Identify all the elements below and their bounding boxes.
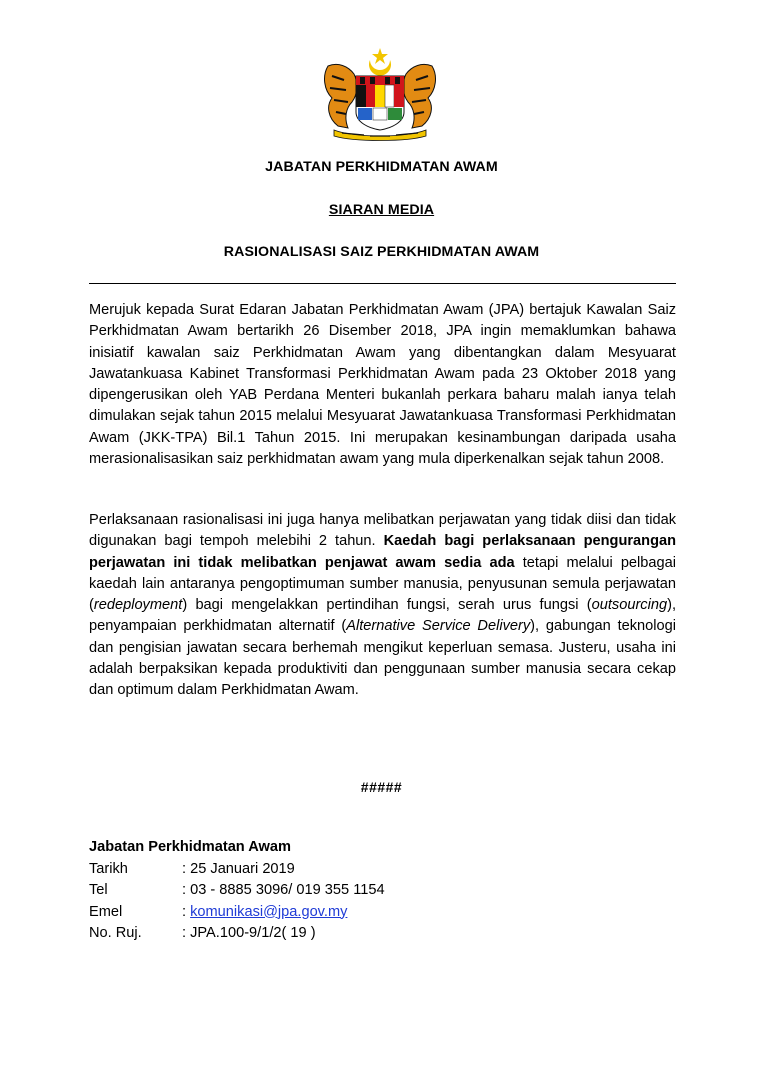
- paragraph-2-text-d: ), penyampaian perkhidmatan alternatif (: [89, 597, 676, 635]
- contact-label: No. Ruj.: [89, 924, 142, 941]
- contact-label: Tel: [89, 882, 108, 899]
- paragraph-2-bold-text: Kaedah bagi perlaksanaan pengurangan perjawatan ini tidak melibatkan penjawat awam sedia ada: [89, 533, 677, 571]
- paragraph-2-italic-2: outsourcing: [591, 597, 668, 614]
- paragraph-2-text-c: ) bagi mengelakkan pertindihan fungsi, serah urus fungsi (: [182, 597, 592, 614]
- paragraph-1: Merujuk kepada Surat Edaran Jabatan Perkhidmatan Awam (JPA) bertajuk Kawalan Saiz Perkhidmatan Awam bertarikh 26 Disember 2018, JPA ingin memaklumkan bahawa inisiatif kawalan saiz Perkhidmatan Awam yang dibentangkan dalam Mesyuarat Jawatankuasa Kabinet Transformasi Perkhidmatan Awam pada 23 Oktober 2018 yang dipengerusikan oleh YAB Perdana Menteri bukanlah perkara baharu malah ianya telah dimulakan sejak tahun 2015 melalui Mesyuarat Jawatankuasa Transformasi Perkhidmatan Awam (JKK-TPA) Bil.1 Tahun 2015. Ini merupakan kesinambungan daripada usaha merasionalisasikan saiz perkhidmatan awam yang mula diperkenalkan sejak tahun 2008.: [89, 302, 676, 468]
- paragraph-2-text-a: Perlaksanaan rasionalisasi ini juga hanya melibatkan perjawatan yang tidak diisi dan tidak digunakan bagi tempoh melebihi 2 tahun.: [89, 512, 676, 550]
- header-divider: [89, 283, 676, 284]
- paragraph-2: [89, 510, 676, 702]
- subject-heading: RASIONALISASI SAIZ PERKHIDMATAN AWAM: [223, 244, 540, 260]
- contact-value: : JPA.100-9/1/2( 19 ): [182, 924, 316, 941]
- contact-value: : 03 - 8885 3096/ 019 355 1154: [182, 882, 385, 899]
- paragraph-2-text-b: tetapi melalui pelbagai kaedah lain antaranya pengoptimuman sumber manusia, penyusunan semula perjawatan (: [89, 554, 676, 614]
- organization-heading: JABATAN PERKHIDMATAN AWAM: [265, 159, 498, 175]
- contact-value: : 25 Januari 2019: [182, 861, 295, 877]
- contact-row-email: [89, 902, 385, 923]
- contact-label: Emel: [89, 903, 123, 920]
- paragraph-2-italic-3: Alternative Service Delivery: [346, 618, 531, 635]
- contact-label: Tarikh: [89, 861, 128, 877]
- email-prefix: :: [182, 903, 191, 920]
- document-type-heading: SIARAN MEDIA: [328, 202, 435, 218]
- end-marker: #####: [360, 779, 403, 795]
- contact-row-phone: [89, 880, 385, 901]
- footer-organization: Jabatan Perkhidmatan Awam: [89, 839, 291, 855]
- contact-row-reference: [89, 923, 385, 944]
- email-link[interactable]: komunikasi@jpa.gov.my: [190, 903, 348, 920]
- malaysian-coat-of-arms-icon: [318, 46, 442, 142]
- paragraph-2-italic-1: redeployment: [93, 597, 183, 614]
- contact-details: [89, 859, 385, 944]
- paragraph-2-text-e: ), gabungan teknologi dan pengisian jawatan secara berhemah mengikut keperluan semasa. Justeru, usaha ini adalah berpaksikan kepada produktiviti dan penggunaan sumber manusia secara cekap dan optimum dalam Perkhidmatan Awam.: [89, 618, 676, 699]
- contact-value: [182, 902, 347, 923]
- contact-row-date: [89, 859, 385, 880]
